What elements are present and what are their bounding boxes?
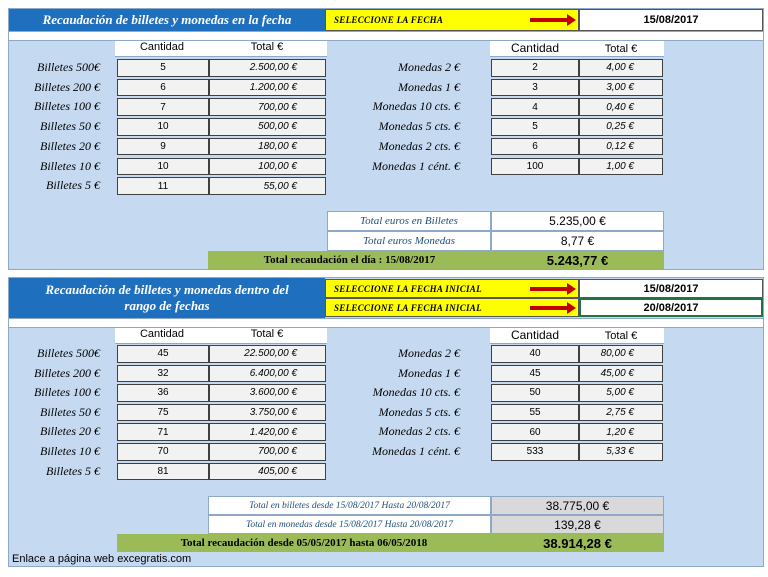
coin-label: Monedas 5 cts. € [378, 119, 460, 134]
summary-range-bills-label: Total en billetes desde 15/08/2017 Hasta 20/08/2017 [208, 496, 491, 515]
coin-qty-cell: 533 [491, 443, 579, 461]
bill-label: Billetes 20 € [40, 138, 100, 153]
bill-total-cell: 180,00 € [209, 138, 326, 156]
website-link[interactable]: Enlace a página web excegratis.com [12, 553, 192, 565]
bill-label: Billetes 20 € [40, 424, 100, 439]
date-input[interactable]: 15/08/2017 [579, 9, 763, 31]
bill-label: Billetes 5 € [46, 463, 100, 478]
coin-label: Monedas 10 cts. € [372, 99, 460, 114]
coin-total-cell: 4,00 € [579, 59, 663, 77]
bill-label: Billetes 200 € [34, 365, 100, 380]
coin-total-cell: 1,00 € [579, 158, 663, 176]
coin-qty-cell: 60 [491, 423, 579, 441]
coins-qty-header: Cantidad [510, 41, 560, 55]
coin-label: Monedas 2 cts. € [378, 138, 460, 153]
coins-header-row-range [490, 328, 664, 344]
coin-label: Monedas 10 cts. € [372, 385, 460, 400]
red-arrow-icon [530, 18, 568, 22]
bill-total-cell: 2.500,00 € [209, 59, 326, 77]
bill-qty-cell: 75 [117, 404, 209, 422]
coin-qty-cell: 4 [491, 98, 579, 116]
coin-qty-cell: 3 [491, 79, 579, 97]
bills-qty-header: Cantidad [139, 328, 185, 340]
summary-range-coins-value: 139,28 € [491, 515, 664, 534]
coin-label: Monedas 1 cént. € [372, 444, 460, 458]
bill-total-cell: 1.200,00 € [209, 79, 326, 97]
bill-qty-cell: 7 [117, 98, 209, 116]
section1-title: Recaudación de billetes y monedas en la fecha [9, 9, 325, 31]
coin-qty-cell: 2 [491, 59, 579, 77]
end-date-selector-text: SELECCIONE LA FECHA INICIAL [334, 302, 482, 313]
bill-qty-cell: 36 [117, 384, 209, 402]
summary-bills-value: 5.235,00 € [491, 211, 664, 231]
date-selector-text: SELECCIONE LA FECHA [334, 15, 444, 25]
coins-total-header: Total € [604, 330, 638, 342]
coin-total-cell: 45,00 € [579, 365, 663, 383]
bill-qty-cell: 10 [117, 158, 209, 176]
total-range-label: Total recaudación desde 05/05/2017 hasta 06/05/2018 [117, 534, 491, 552]
coin-total-cell: 0,25 € [579, 118, 663, 136]
coin-total-cell: 80,00 € [579, 345, 663, 363]
bill-label: Billetes 5 € [46, 178, 100, 193]
summary-bills-label: Total euros en Billetes [327, 211, 491, 231]
summary-coins-value: 8,77 € [491, 231, 664, 251]
bill-qty-cell: 32 [117, 365, 209, 383]
section2-spacer [9, 318, 763, 328]
coin-total-cell: 5,33 € [579, 443, 663, 461]
bill-label: Billetes 50 € [40, 119, 100, 134]
bill-label: Billetes 500€ [37, 60, 100, 74]
coin-total-cell: 5,00 € [579, 384, 663, 402]
coin-label: Monedas 1 € [398, 365, 460, 380]
total-day-value: 5.243,77 € [491, 251, 664, 269]
bill-label: Billetes 500€ [37, 346, 100, 360]
bill-label: Billetes 10 € [40, 158, 100, 173]
coin-qty-cell: 5 [491, 118, 579, 136]
date-selector-label[interactable] [325, 9, 579, 31]
end-date-input[interactable]: 20/08/2017 [579, 298, 763, 317]
bill-qty-cell: 11 [117, 177, 209, 195]
start-date-selector-label[interactable] [325, 279, 579, 298]
bill-total-cell: 700,00 € [209, 98, 326, 116]
coin-label: Monedas 2 cts. € [378, 424, 460, 439]
bill-qty-cell: 9 [117, 138, 209, 156]
bill-total-cell: 3.750,00 € [209, 404, 326, 422]
bill-qty-cell: 10 [117, 118, 209, 136]
bills-qty-header: Cantidad [139, 41, 185, 53]
summary-range-bills-value: 38.775,00 € [491, 496, 664, 515]
bill-total-cell: 500,00 € [209, 118, 326, 136]
coin-label: Monedas 2 € [398, 346, 460, 360]
coin-qty-cell: 45 [491, 365, 579, 383]
coin-total-cell: 1,20 € [579, 423, 663, 441]
bill-qty-cell: 45 [117, 345, 209, 363]
bills-total-header: Total € [250, 328, 284, 340]
coin-label: Monedas 1 cént. € [372, 158, 460, 173]
coin-total-cell: 0,40 € [579, 98, 663, 116]
bill-qty-cell: 6 [117, 79, 209, 97]
total-day-label: Total recaudación el día : 15/08/2017 [208, 251, 491, 269]
coin-qty-cell: 6 [491, 138, 579, 156]
coin-qty-cell: 40 [491, 345, 579, 363]
bill-label: Billetes 100 € [34, 385, 100, 400]
coin-label: Monedas 2 € [398, 60, 460, 74]
section1-spacer [9, 31, 763, 41]
bill-total-cell: 1.420,00 € [209, 423, 326, 441]
bill-qty-cell: 71 [117, 423, 209, 441]
bill-qty-cell: 70 [117, 443, 209, 461]
coin-qty-cell: 100 [491, 158, 579, 176]
total-range-value: 38.914,28 € [491, 534, 664, 552]
bills-header-row [115, 41, 327, 57]
bill-label: Billetes 50 € [40, 404, 100, 419]
bill-total-cell: 3.600,00 € [209, 384, 326, 402]
summary-range-coins-label: Total en monedas desde 15/08/2017 Hasta 20/08/2017 [208, 515, 491, 534]
bills-header-row-range [115, 328, 327, 344]
bill-total-cell: 22.500,00 € [209, 345, 326, 363]
bill-qty-cell: 81 [117, 463, 209, 481]
bill-total-cell: 100,00 € [209, 158, 326, 176]
bills-total-header: Total € [250, 41, 284, 53]
bill-total-cell: 700,00 € [209, 443, 326, 461]
end-date-selector-label[interactable] [325, 298, 579, 317]
bill-total-cell: 6.400,00 € [209, 365, 326, 383]
red-arrow-icon [530, 306, 568, 310]
start-date-selector-text: SELECCIONE LA FECHA INICIAL [334, 283, 482, 294]
red-arrow-icon [530, 287, 568, 291]
bill-qty-cell: 5 [117, 59, 209, 77]
summary-coins-label: Total euros Monedas [327, 231, 491, 251]
coins-total-header: Total € [604, 43, 638, 55]
bill-label: Billetes 10 € [40, 444, 100, 458]
coin-qty-cell: 55 [491, 404, 579, 422]
section2-title: Recaudación de billetes y monedas dentro del rango de fechas [9, 278, 325, 318]
coin-label: Monedas 1 € [398, 79, 460, 94]
coin-total-cell: 0,12 € [579, 138, 663, 156]
coin-qty-cell: 50 [491, 384, 579, 402]
coins-header-row [490, 41, 664, 57]
coins-qty-header: Cantidad [510, 328, 560, 342]
bill-total-cell: 55,00 € [209, 177, 326, 195]
bill-label: Billetes 200 € [34, 79, 100, 94]
coin-total-cell: 3,00 € [579, 79, 663, 97]
coin-total-cell: 2,75 € [579, 404, 663, 422]
bill-total-cell: 405,00 € [209, 463, 326, 481]
start-date-input[interactable]: 15/08/2017 [579, 279, 763, 298]
bill-label: Billetes 100 € [34, 99, 100, 114]
coin-label: Monedas 5 cts. € [378, 404, 460, 419]
